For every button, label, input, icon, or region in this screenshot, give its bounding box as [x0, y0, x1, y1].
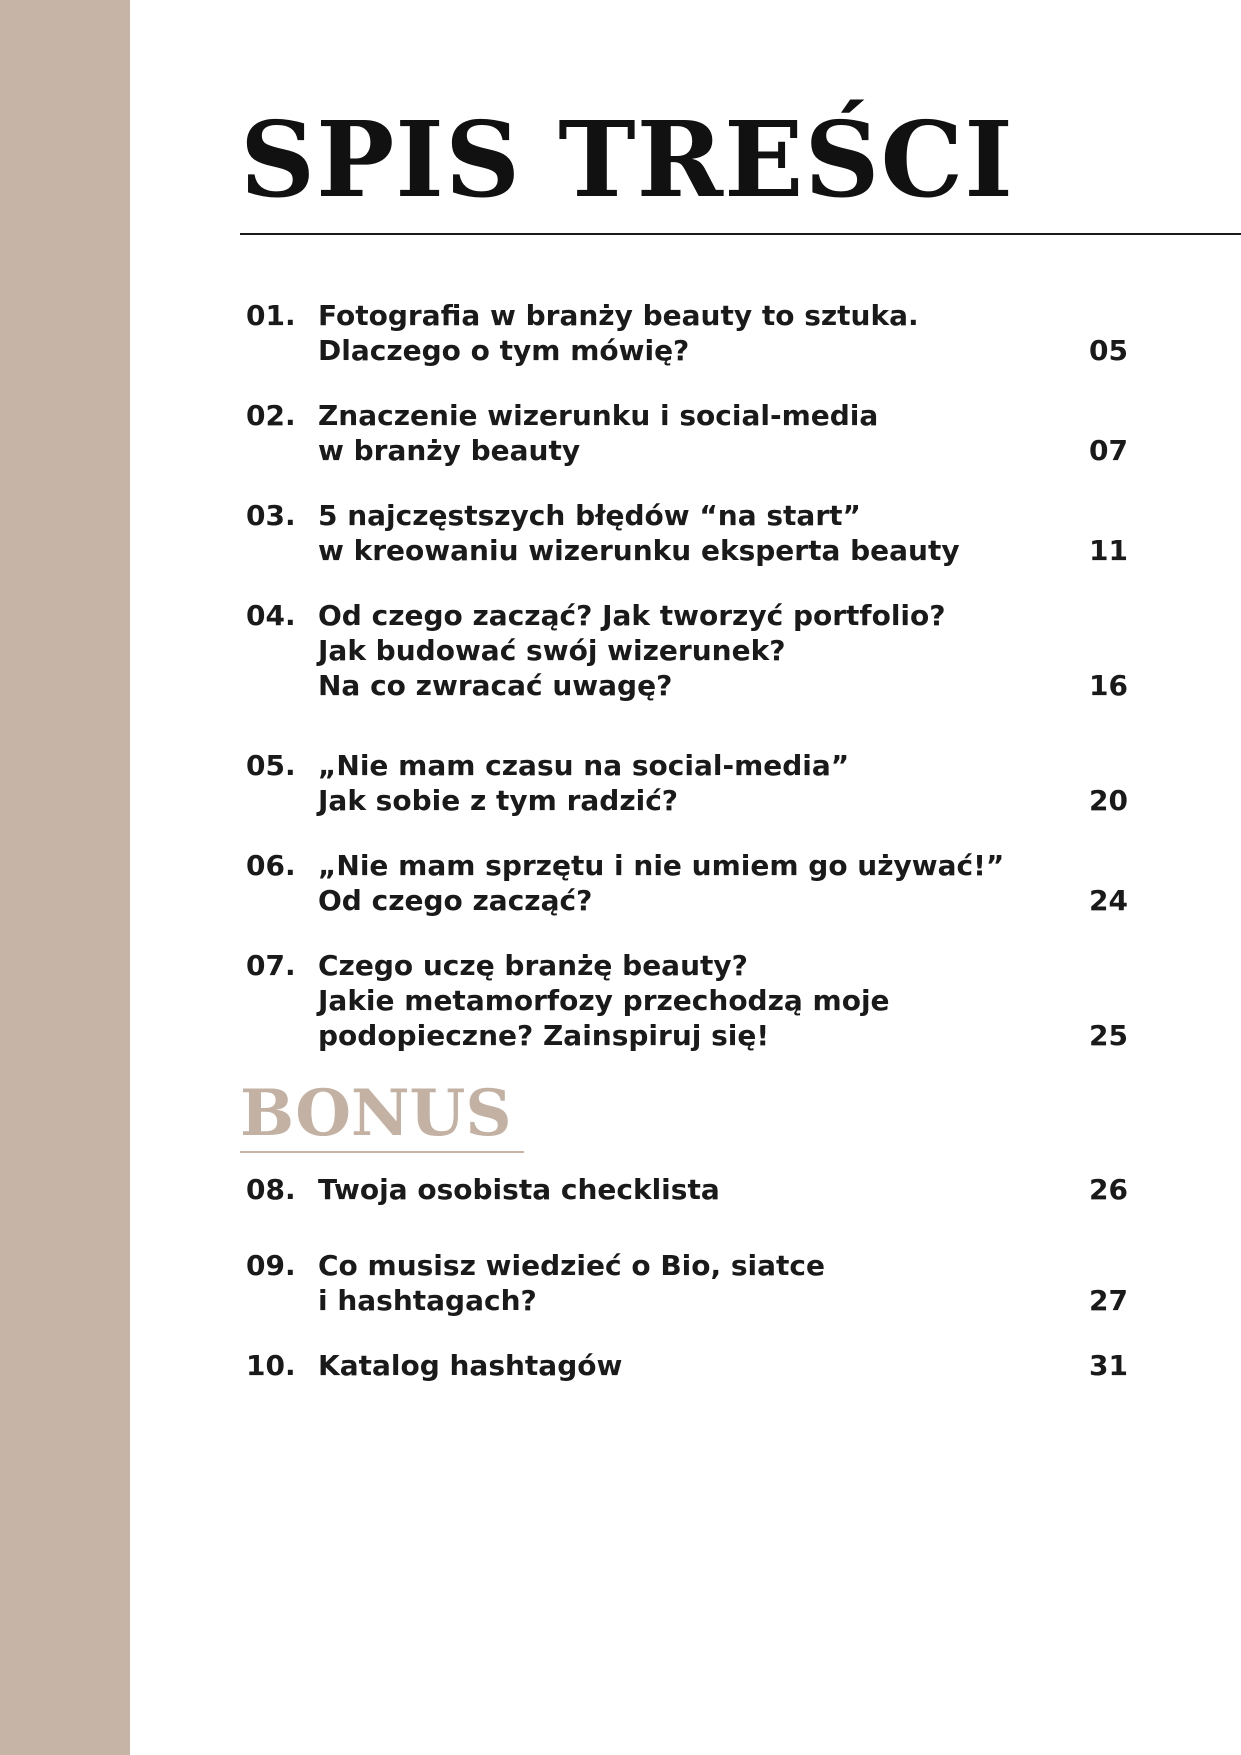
toc-title-line: „Nie mam sprzętu i nie umiem go używać!”	[318, 849, 1005, 882]
toc-title-line: Katalog hashtagów	[318, 1349, 623, 1382]
toc-page-number: 20	[1089, 784, 1128, 817]
toc-number: 03.	[246, 499, 296, 532]
toc-title-line: Od czego zacząć? Jak tworzyć portfolio?	[318, 599, 946, 632]
toc-title-line: 5 najczęstszych błędów “na start”	[318, 499, 861, 532]
toc-number: 01.	[246, 299, 296, 332]
toc-number: 10.	[246, 1349, 296, 1382]
bonus-heading: BONUS	[240, 1076, 512, 1151]
toc-title-line: Co musisz wiedzieć o Bio, siatce	[318, 1249, 826, 1282]
toc-page-number: 26	[1089, 1173, 1128, 1206]
toc-title-line: Czego uczę branżę beauty?	[318, 949, 748, 982]
toc-page-number: 24	[1089, 884, 1128, 917]
toc-number: 02.	[246, 399, 296, 432]
toc-page-number: 07	[1089, 434, 1128, 467]
toc-page-number: 16	[1089, 669, 1128, 702]
toc-page-number: 25	[1089, 1019, 1128, 1052]
toc-title-line: w branży beauty	[318, 434, 581, 467]
page-title: SPIS TREŚCI	[240, 98, 1014, 221]
toc-entry-01[interactable]	[246, 298, 1128, 368]
toc-title-line: Fotografia w branży beauty to sztuka.	[318, 299, 919, 332]
toc-entry-04[interactable]	[246, 598, 1128, 703]
toc-page-number: 05	[1089, 334, 1128, 367]
toc-page-number: 27	[1089, 1284, 1128, 1317]
toc-title-line: Twoja osobista checklista	[318, 1173, 720, 1206]
toc-title-line: i hashtagach?	[318, 1284, 537, 1317]
toc-title-line: Jak budować swój wizerunek?	[318, 634, 786, 667]
toc-entry-09[interactable]	[246, 1248, 1128, 1318]
toc-title-line: Jakie metamorfozy przechodzą moje	[318, 984, 890, 1017]
toc-number: 05.	[246, 749, 296, 782]
toc-number: 07.	[246, 949, 296, 982]
toc-entry-03[interactable]	[246, 498, 1128, 568]
toc-title-line: Dlaczego o tym mówię?	[318, 334, 690, 367]
toc-entry-02[interactable]	[246, 398, 1128, 468]
toc-title-line: w kreowaniu wizerunku eksperta beauty	[318, 534, 960, 567]
sidebar-band	[0, 0, 130, 1755]
toc-number: 09.	[246, 1249, 296, 1282]
toc-title-line: „Nie mam czasu na social-media”	[318, 749, 850, 782]
toc-title-line: Na co zwracać uwagę?	[318, 669, 673, 702]
bonus-divider	[240, 1151, 524, 1153]
toc-entry-05[interactable]	[246, 748, 1128, 818]
toc-entry-08[interactable]	[246, 1172, 1128, 1207]
toc-title-line: Od czego zacząć?	[318, 884, 593, 917]
toc-number: 04.	[246, 599, 296, 632]
toc-title-line: podopieczne? Zainspiruj się!	[318, 1019, 770, 1052]
toc-title-line: Jak sobie z tym radzić?	[318, 784, 679, 817]
toc-entry-07[interactable]	[246, 948, 1128, 1053]
toc-page-number: 31	[1089, 1349, 1128, 1382]
toc-entry-06[interactable]	[246, 848, 1128, 918]
title-divider	[240, 233, 1241, 235]
toc-page-number: 11	[1089, 534, 1128, 567]
toc-number: 08.	[246, 1173, 296, 1206]
toc-entry-10[interactable]	[246, 1348, 1128, 1383]
toc-title-line: Znaczenie wizerunku i social-media	[318, 399, 879, 432]
toc-number: 06.	[246, 849, 296, 882]
